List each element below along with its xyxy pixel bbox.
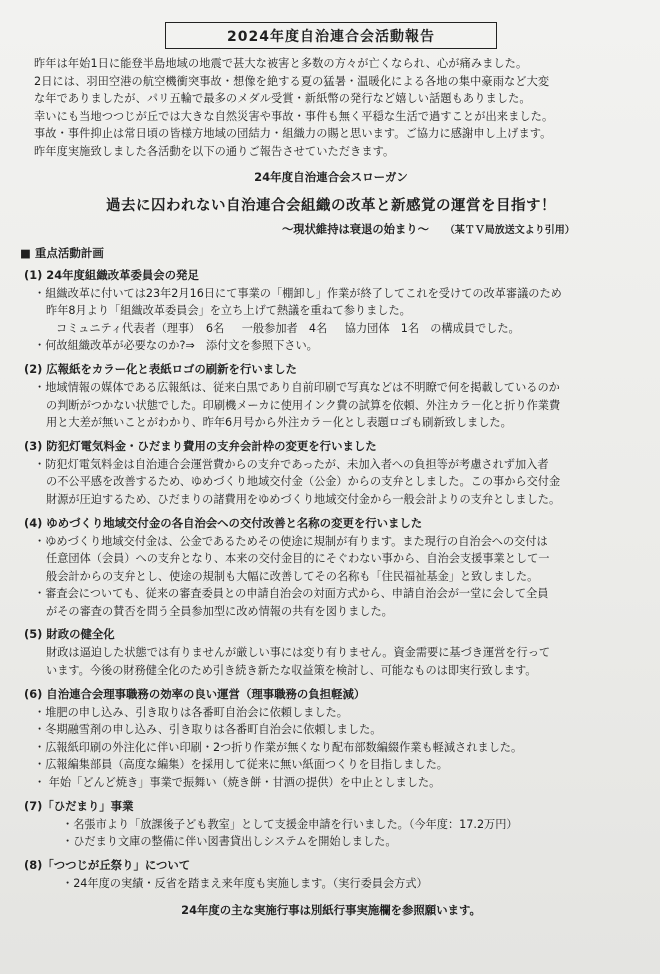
slogan-heading: 24年度自治連合会スローガン — [254, 169, 408, 184]
section-line: ・名張市より「放課後子ども教室」として支援金申請を行いました。（今年度：17.2万円） — [62, 817, 518, 831]
section-8 — [20, 857, 642, 893]
section-line: 財源が圧迫するため、ひだまりの諸費用をゆめづくり地域交付金から一般会計よりの支弁としました。 — [46, 492, 561, 506]
section-line: ・ 年始「どんど焼き」事業で振舞い（焼き餅・甘酒の提供）を中止としました。 — [34, 776, 441, 790]
section-line: ・防犯灯電気料金は自治連合会運営費からの支弁であったが、未加入者への負担等が考慮されず加入者 — [34, 457, 549, 471]
section-line: ・ゆめづくり地域交付金は、公金であるためその使途に規制が有ります。また現行の自治会への交付は — [34, 534, 548, 548]
section-line: ・広報紙印刷の外注化に伴い印刷・2つ折り作業が無くなり配布部数編綴作業も軽減されました。 — [34, 740, 523, 754]
section-line: ・ひだまり文庫の整備に伴い図書貸出しシステムを開始しました。 — [62, 835, 397, 849]
section-line: ・冬期融雪剤の申し込み、引き取りは各番町自治会に依頼しました。 — [34, 723, 382, 737]
intro-line: 昨年は年始1日に能登半島地域の地震で甚大な被害と多数の方々が亡くなられ、心が痛みました。 — [34, 57, 528, 70]
intro-line: な年でありましたが、パリ五輪で最多のメダル受賞・新紙幣の発行など嬉しい話題もありました。 — [34, 92, 531, 106]
section-line: います。今後の財務健全化のため引き続き新たな収益策を検討し、可能なものは即実行致します。 — [46, 664, 537, 678]
member-general: 一般参加者 4名 — [241, 321, 328, 335]
section-line: 般会計からの支弁とし、使途の規制も大幅に改善してその名称も「住民福祉基金」と致しました。 — [46, 569, 539, 583]
section-line: ・広報編集部員（高度な編集）を採用して従来に無い紙面つくりを目指しました。 — [34, 758, 448, 772]
member-partner: 協力団体 1名 の構成員でした。 — [344, 321, 520, 335]
section-3 — [20, 438, 642, 509]
slogan-subtitle — [20, 221, 642, 237]
section-heading: (7)「ひだまり」事業 — [24, 798, 134, 813]
section-line: ・24年度の実績・反省を踏まえ来年度も実施します。（実行委員会方式） — [62, 876, 428, 890]
section-heading: (8)「つつじが丘祭り」について — [24, 857, 191, 872]
page-title: 2024年度自治連合会活動報告 — [165, 22, 497, 49]
section-line: ・審査会についても、従来の審査委員との申請自治会の対面方式から、申請自治会が一堂に会して全員 — [34, 587, 549, 601]
section-line: がその審査の賛否を問う全員参加型に改め情報の共有を図りました。 — [46, 604, 393, 618]
section-1 — [20, 267, 642, 355]
section-5 — [20, 626, 642, 679]
section-line: ・堆肥の申し込み、引き取りは各番町自治会に依頼しました。 — [34, 705, 348, 719]
section-line: ・地域情報の媒体である広報紙は、従来白黒であり自前印刷で写真などは不明瞭で何を掲載しているのか — [34, 380, 560, 394]
section-line: 財政は逼迫した状態では有りませんが厳しい事には変り有りません。資金需要に基づき運営を行って — [46, 646, 551, 660]
slogan-note: （某ＴＶ局放送文より引用） — [444, 224, 575, 236]
footer-note: 24年度の主な実施行事は別紙行事実施欄を参照願います。 — [181, 903, 481, 918]
intro-line: 2日には、羽田空港の航空機衝突事故・想像を絶する夏の猛暑・温暖化による各地の集中豪雨など大変 — [34, 74, 550, 88]
member-composition — [20, 320, 642, 338]
section-heading: (2) 広報紙をカラー化と表紙ロゴの刷新を行いました — [24, 361, 297, 376]
section-heading: (5) 財政の健全化 — [24, 627, 115, 642]
section-6 — [20, 686, 642, 792]
section-line: 昨年8月より「組織改革委員会」を立ち上げて熱議を重ねて参りました。 — [46, 304, 411, 318]
section-heading: (6) 自治連合会理事職務の効率の良い運営（理事職務の負担軽減） — [24, 686, 366, 701]
section-4 — [20, 515, 642, 621]
section-2 — [20, 361, 642, 432]
section-line: 用と大差が無いことがわかり、昨年6月号から外注カラ－化とし表題ロゴも刷新致しました。 — [46, 416, 512, 430]
section-heading: (4) ゆめづくり地域交付金の各自治会への交付改善と名称の変更を行いました — [24, 515, 423, 530]
slogan-sub-text: ～現状維持は衰退の始まり～ — [282, 222, 429, 236]
section-line: の不公平感を改善するため、ゆめづくり地域交付金（公金）からの支弁としました。この事から交付金 — [46, 475, 561, 489]
section-line: 任意団体（会員）への支弁となり、本来の交付金目的にそぐわない事から、自治会支援事業として一 — [46, 552, 550, 566]
member-directors: コミュニティ代表者（理事） 6名 — [56, 321, 225, 335]
section-heading: (3) 防犯灯電気料金・ひだまり費用の支弁会計枠の変更を行いました — [24, 438, 377, 453]
slogan: 過去に囚われない自治連合会組織の改革と新感覚の運営を目指す！ — [106, 197, 556, 214]
section-line: ・何故組織改革が必要なのか?⇒ 添付文を参照下さい。 — [34, 339, 318, 353]
intro-line: 事故・事件抑止は常日頃の皆様方地域の団結力・組織力の賜と思います。ご協力に感謝申し上げます。 — [34, 127, 552, 141]
section-line: の判断がつかない状態でした。印刷機メーカに使用インク費の試算を依頼、外注カラ－化と折り作業費 — [46, 398, 561, 412]
focus-heading: ■ 重点活動計画 — [20, 245, 104, 260]
intro-line: 幸いにも当地つつじが丘では大きな自然災害や事故・事件も無く平穏な生活で過すことが出来ました。 — [34, 109, 554, 123]
intro-paragraph — [20, 55, 642, 161]
intro-line: 昨年度実施致しました各活動を以下の通りご報告させていただきます。 — [34, 144, 395, 158]
section-line: ・組織改革に付いては23年2月16日にて事業の「棚卸し」作業が終了してこれを受けての改革審議のため — [34, 286, 562, 300]
section-heading: (1) 24年度組織改革委員会の発足 — [24, 267, 199, 282]
section-7 — [20, 798, 642, 851]
